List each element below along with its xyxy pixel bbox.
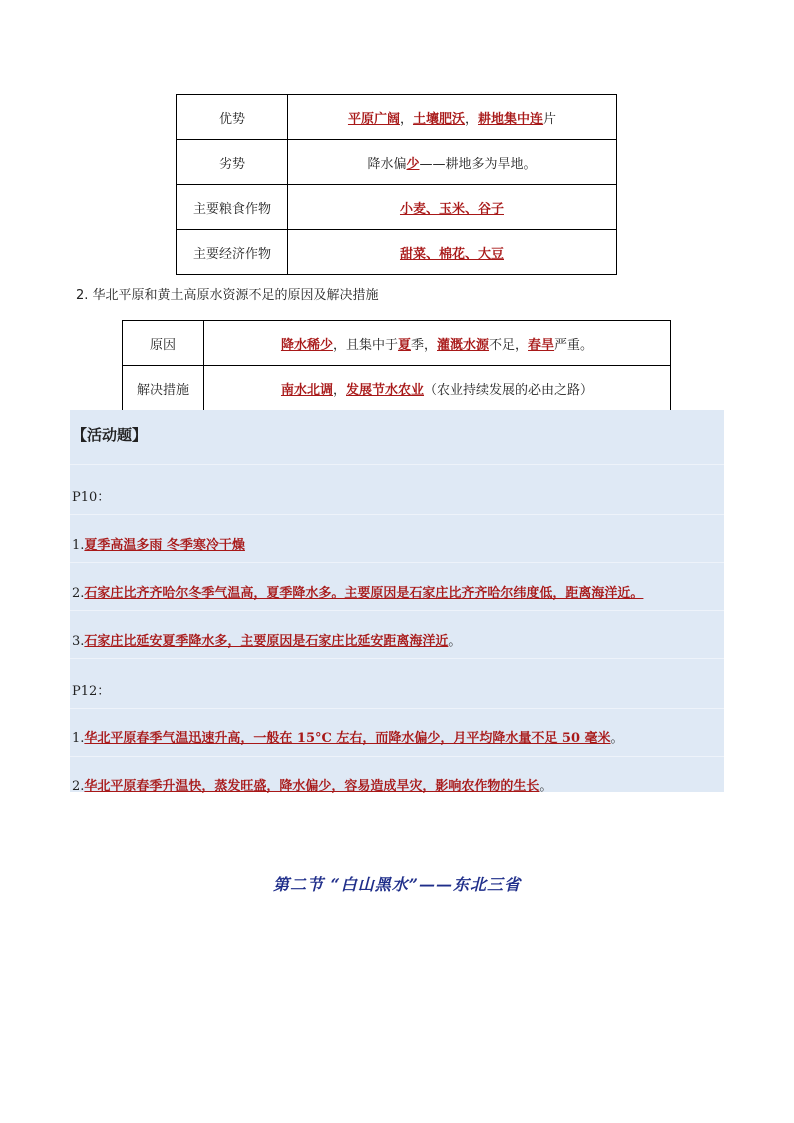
row-key: 主要经济作物	[177, 230, 288, 275]
static-text: 不足，	[489, 337, 529, 353]
row-value	[288, 185, 617, 230]
item-number: 2.	[72, 586, 85, 601]
table-row	[177, 185, 617, 230]
answer-text: 平原广阔	[347, 111, 400, 127]
answer-text: 土壤肥沃	[412, 111, 465, 127]
water-table	[122, 320, 671, 411]
row-value	[288, 140, 617, 185]
static-text: ，	[399, 111, 413, 127]
row-key: 优势	[177, 95, 288, 140]
static-text: 季，	[410, 337, 437, 353]
static-text: ，且集中于	[332, 337, 398, 353]
row-key: 主要粮食作物	[177, 185, 288, 230]
row-key: 原因	[123, 321, 204, 366]
divider	[70, 708, 724, 709]
answer-text: 华北平原春季气温迅速升高，一般在 15°C 左右，而降水偏少，月平均降水量不足 50 毫米	[84, 731, 611, 746]
section-title: 第二节 “白山黑水”——东北三省	[273, 875, 521, 894]
answer-text: 华北平原春季升温快，蒸发旺盛，降水偏少，容易造成旱灾，影响农作物的生长	[84, 779, 540, 794]
static-text: 降水偏	[367, 156, 407, 172]
answer-text: 石家庄比延安夏季降水多，主要原因是石家庄比延安距离海洋近	[84, 634, 449, 649]
divider	[70, 610, 724, 611]
table-row	[177, 140, 617, 185]
static-text: （农业持续发展的必由之路）	[424, 382, 594, 398]
list-item	[72, 534, 245, 553]
answer-text: 石家庄比齐齐哈尔冬季气温高，夏季降水多。主要原因是石家庄比齐齐哈尔纬度低，距离海洋近。	[84, 586, 644, 601]
section-heading: 2. 华北平原和黄土高原水资源不足的原因及解决措施	[76, 288, 379, 303]
activity-title: 【活动题】	[72, 426, 148, 444]
row-key: 劣势	[177, 140, 288, 185]
row-value	[288, 230, 617, 275]
list-item	[72, 630, 461, 649]
table-row	[177, 95, 617, 140]
static-text: 片	[543, 111, 557, 127]
answer-text: 灌溉水源	[437, 337, 490, 353]
row-value	[204, 366, 671, 411]
divider	[70, 464, 724, 465]
list-item	[72, 775, 552, 794]
static-text: ——耕地多为旱地。	[419, 156, 537, 172]
item-number: 1.	[72, 538, 85, 553]
divider	[70, 514, 724, 515]
table-row	[177, 230, 617, 275]
page-ref: P12：	[72, 684, 111, 699]
answer-tail: 。	[539, 779, 553, 794]
answer-text: 甜菜、棉花、大豆	[399, 246, 504, 262]
row-value	[288, 95, 617, 140]
answer-text: 降水稀少	[280, 337, 333, 353]
row-value	[204, 321, 671, 366]
list-item	[72, 582, 643, 601]
static-text: ，	[332, 382, 346, 398]
answer-tail: 。	[448, 634, 462, 649]
advantages-table	[176, 94, 617, 275]
static-text: ，	[465, 111, 479, 127]
answer-text: 小麦、玉米、谷子	[399, 201, 504, 217]
answer-text: 夏季高温多雨 冬季寒冷干燥	[84, 538, 245, 553]
item-number: 2.	[72, 779, 85, 794]
answer-text: 发展节水农业	[346, 382, 425, 398]
divider	[70, 756, 724, 757]
answer-text: 少	[406, 156, 420, 172]
page-ref: P10：	[72, 490, 111, 505]
answer-text: 春旱	[528, 337, 555, 353]
table-row	[123, 321, 671, 366]
item-number: 3.	[72, 634, 85, 649]
static-text: 严重。	[554, 337, 594, 353]
answer-text: 耕地集中连	[478, 111, 544, 127]
list-item	[72, 727, 624, 746]
answer-text: 夏	[397, 337, 411, 353]
answer-text: 南水北调	[280, 382, 333, 398]
table-row	[123, 366, 671, 411]
answer-tail: 。	[610, 731, 624, 746]
divider	[70, 658, 724, 659]
row-key: 解决措施	[123, 366, 204, 411]
divider	[70, 562, 724, 563]
item-number: 1.	[72, 731, 85, 746]
